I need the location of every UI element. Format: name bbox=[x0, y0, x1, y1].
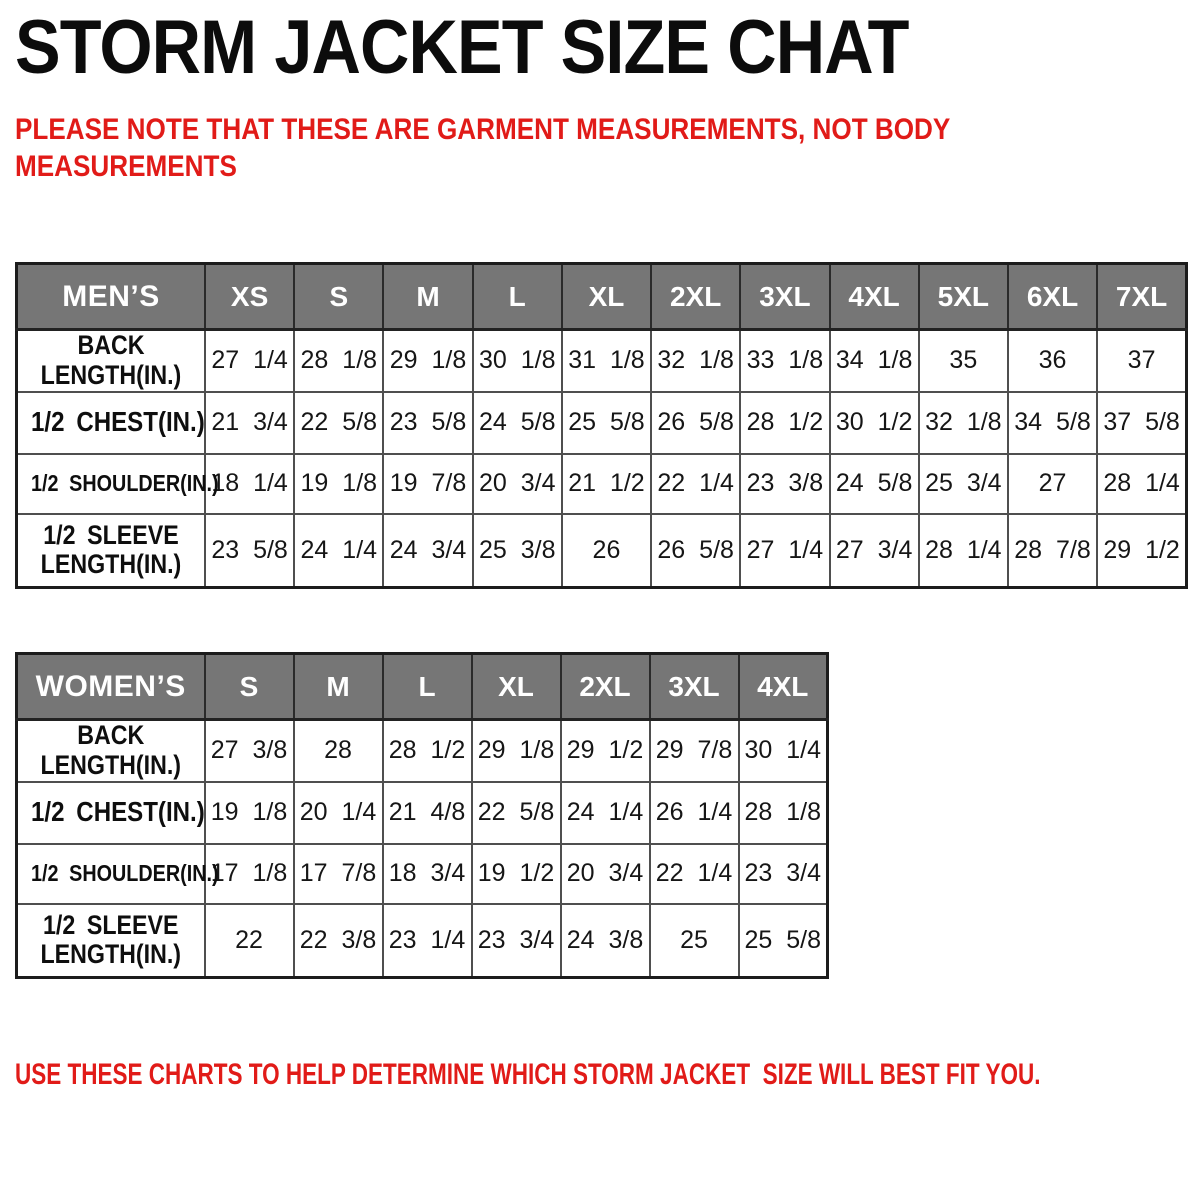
mens-row-label-shoulder bbox=[17, 454, 219, 514]
womens-size-cell: 22 3/8 bbox=[294, 904, 383, 978]
womens-size-cell: 17 7/8 bbox=[294, 844, 383, 904]
mens-size-cell: 25 3/8 bbox=[473, 514, 562, 588]
mens-size-cell: 34 1/8 bbox=[830, 330, 919, 392]
womens-table-title: WOMEN’S bbox=[17, 654, 205, 720]
mens-size-cell: 29 1/8 bbox=[383, 330, 472, 392]
mens-size-cell: 22 5/8 bbox=[294, 392, 383, 454]
mens-size-cell: 28 1/4 bbox=[1097, 454, 1186, 514]
womens-chest-row bbox=[17, 782, 828, 844]
row-label-line: 1/2 SLEEVE bbox=[43, 519, 179, 550]
mens-size-cell: 37 5/8 bbox=[1097, 392, 1186, 454]
mens-size-cell: 26 5/8 bbox=[651, 514, 740, 588]
mens-shoulder-row bbox=[17, 454, 1187, 514]
mens-table-title: MEN’S bbox=[17, 264, 205, 330]
mens-size-cell: 27 1/4 bbox=[205, 330, 294, 392]
mens-size-header-7xl: 7XL bbox=[1097, 264, 1186, 330]
mens-size-cell: 30 1/2 bbox=[830, 392, 919, 454]
mens-size-cell: 20 3/4 bbox=[473, 454, 562, 514]
womens-size-header-2xl: 2XL bbox=[561, 654, 650, 720]
womens-size-cell: 28 1/2 bbox=[383, 720, 472, 782]
row-label-line: BACK bbox=[77, 330, 145, 361]
mens-size-cell: 31 1/8 bbox=[562, 330, 651, 392]
mens-size-cell: 24 5/8 bbox=[473, 392, 562, 454]
mens-sleeve-row bbox=[17, 514, 1187, 588]
mens-size-cell: 18 1/4 bbox=[205, 454, 294, 514]
note-line-1: PLEASE NOTE THAT THESE ARE GARMENT MEASUREMENTS, NOT BODY bbox=[15, 113, 951, 146]
mens-size-cell: 34 5/8 bbox=[1008, 392, 1097, 454]
mens-size-cell: 36 bbox=[1008, 330, 1097, 392]
mens-chest-row bbox=[17, 392, 1187, 454]
mens-size-header-4xl: 4XL bbox=[830, 264, 919, 330]
mens-size-cell: 26 5/8 bbox=[651, 392, 740, 454]
footer-fit-note: USE THESE CHARTS TO HELP DETERMINE WHICH STORM JACKET SIZE WILL BEST FIT YOU. bbox=[15, 1058, 1041, 1091]
womens-size-cell: 29 7/8 bbox=[650, 720, 739, 782]
row-label-line: LENGTH(IN.) bbox=[40, 749, 182, 780]
womens-size-cell: 20 1/4 bbox=[294, 782, 383, 844]
mens-size-cell: 32 1/8 bbox=[651, 330, 740, 392]
row-label-line: 1/2 CHEST(IN.) bbox=[31, 406, 205, 438]
mens-size-cell: 32 1/8 bbox=[919, 392, 1008, 454]
mens-size-cell: 24 5/8 bbox=[830, 454, 919, 514]
mens-size-cell: 27 3/4 bbox=[830, 514, 919, 588]
mens-size-cell: 33 1/8 bbox=[740, 330, 829, 392]
womens-shoulder-row bbox=[17, 844, 828, 904]
womens-size-header-3xl: 3XL bbox=[650, 654, 739, 720]
mens-size-cell: 22 1/4 bbox=[651, 454, 740, 514]
womens-row-label-shoulder bbox=[17, 844, 219, 904]
mens-size-cell: 28 7/8 bbox=[1008, 514, 1097, 588]
mens-row-label-sleeve-length bbox=[17, 514, 205, 588]
mens-size-header-2xl: 2XL bbox=[651, 264, 740, 330]
mens-size-cell: 26 bbox=[562, 514, 651, 588]
note-line-2: MEASUREMENTS bbox=[15, 149, 237, 183]
row-label-line: BACK bbox=[77, 720, 145, 751]
mens-size-cell: 24 3/4 bbox=[383, 514, 472, 588]
womens-size-cell: 24 1/4 bbox=[561, 782, 650, 844]
mens-size-cell: 24 1/4 bbox=[294, 514, 383, 588]
mens-back-length-row bbox=[17, 330, 1187, 392]
garment-measurement-note bbox=[15, 112, 950, 186]
womens-size-cell: 22 1/4 bbox=[650, 844, 739, 904]
mens-size-cell: 28 1/2 bbox=[740, 392, 829, 454]
mens-size-header-xs: XS bbox=[205, 264, 294, 330]
womens-size-cell: 24 3/8 bbox=[561, 904, 650, 978]
mens-row-label-chest bbox=[17, 392, 205, 454]
row-label-line: LENGTH(IN.) bbox=[40, 939, 182, 970]
mens-size-header-m: M bbox=[383, 264, 472, 330]
mens-size-cell: 29 1/2 bbox=[1097, 514, 1186, 588]
mens-size-cell: 19 7/8 bbox=[383, 454, 472, 514]
page-title: STORM JACKET SIZE CHAT bbox=[15, 5, 909, 90]
womens-row-label-back-length bbox=[17, 720, 205, 782]
womens-size-cell: 28 1/8 bbox=[739, 782, 828, 844]
mens-size-cell: 23 3/8 bbox=[740, 454, 829, 514]
mens-header-row bbox=[17, 264, 1187, 330]
row-label-line: LENGTH(IN.) bbox=[40, 549, 182, 580]
mens-size-cell: 27 bbox=[1008, 454, 1097, 514]
womens-size-cell: 18 3/4 bbox=[383, 844, 472, 904]
mens-size-header-3xl: 3XL bbox=[740, 264, 829, 330]
womens-size-cell: 29 1/2 bbox=[561, 720, 650, 782]
womens-size-cell: 30 1/4 bbox=[739, 720, 828, 782]
mens-size-cell: 30 1/8 bbox=[473, 330, 562, 392]
womens-sleeve-row bbox=[17, 904, 828, 978]
womens-size-cell: 19 1/8 bbox=[205, 782, 294, 844]
mens-size-cell: 23 5/8 bbox=[205, 514, 294, 588]
womens-size-cell: 17 1/8 bbox=[205, 844, 294, 904]
womens-size-cell: 20 3/4 bbox=[561, 844, 650, 904]
mens-size-table bbox=[15, 262, 1188, 589]
mens-size-cell: 28 1/8 bbox=[294, 330, 383, 392]
mens-size-header-5xl: 5XL bbox=[919, 264, 1008, 330]
womens-size-header-xl: XL bbox=[472, 654, 561, 720]
mens-size-cell: 19 1/8 bbox=[294, 454, 383, 514]
womens-size-header-m: M bbox=[294, 654, 383, 720]
mens-size-header-xl: XL bbox=[562, 264, 651, 330]
womens-size-cell: 25 5/8 bbox=[739, 904, 828, 978]
mens-size-cell: 25 5/8 bbox=[562, 392, 651, 454]
mens-size-header-l: L bbox=[473, 264, 562, 330]
mens-row-label-back-length bbox=[17, 330, 205, 392]
womens-size-header-s: S bbox=[205, 654, 294, 720]
womens-row-label-chest bbox=[17, 782, 205, 844]
row-label-line: 1/2 SHOULDER(IN.) bbox=[30, 859, 219, 886]
womens-size-cell: 23 3/4 bbox=[472, 904, 561, 978]
womens-size-cell: 26 1/4 bbox=[650, 782, 739, 844]
mens-size-cell: 25 3/4 bbox=[919, 454, 1008, 514]
mens-size-cell: 21 3/4 bbox=[205, 392, 294, 454]
mens-size-header-6xl: 6XL bbox=[1008, 264, 1097, 330]
mens-size-cell: 23 5/8 bbox=[383, 392, 472, 454]
womens-size-cell: 22 5/8 bbox=[472, 782, 561, 844]
womens-size-table bbox=[15, 652, 829, 979]
row-label-line: LENGTH(IN.) bbox=[40, 359, 182, 390]
womens-size-cell: 23 3/4 bbox=[739, 844, 828, 904]
womens-size-header-4xl: 4XL bbox=[739, 654, 828, 720]
row-label-line: 1/2 SHOULDER(IN.) bbox=[31, 469, 219, 496]
womens-size-cell: 22 bbox=[205, 904, 294, 978]
womens-size-cell: 29 1/8 bbox=[472, 720, 561, 782]
mens-size-cell: 27 1/4 bbox=[740, 514, 829, 588]
womens-row-label-sleeve-length bbox=[17, 904, 205, 978]
mens-size-header-s: S bbox=[294, 264, 383, 330]
womens-size-cell: 25 bbox=[650, 904, 739, 978]
womens-size-cell: 19 1/2 bbox=[472, 844, 561, 904]
womens-size-cell: 28 bbox=[294, 720, 383, 782]
womens-size-cell: 21 4/8 bbox=[383, 782, 472, 844]
womens-back-length-row bbox=[17, 720, 828, 782]
womens-size-cell: 27 3/8 bbox=[205, 720, 294, 782]
mens-size-cell: 21 1/2 bbox=[562, 454, 651, 514]
mens-size-cell: 37 bbox=[1097, 330, 1186, 392]
mens-size-cell: 28 1/4 bbox=[919, 514, 1008, 588]
womens-size-header-l: L bbox=[383, 654, 472, 720]
row-label-line: 1/2 SLEEVE bbox=[42, 909, 179, 940]
womens-header-row bbox=[17, 654, 828, 720]
mens-size-cell: 35 bbox=[919, 330, 1008, 392]
womens-size-cell: 23 1/4 bbox=[383, 904, 472, 978]
row-label-line: 1/2 CHEST(IN.) bbox=[30, 796, 205, 828]
